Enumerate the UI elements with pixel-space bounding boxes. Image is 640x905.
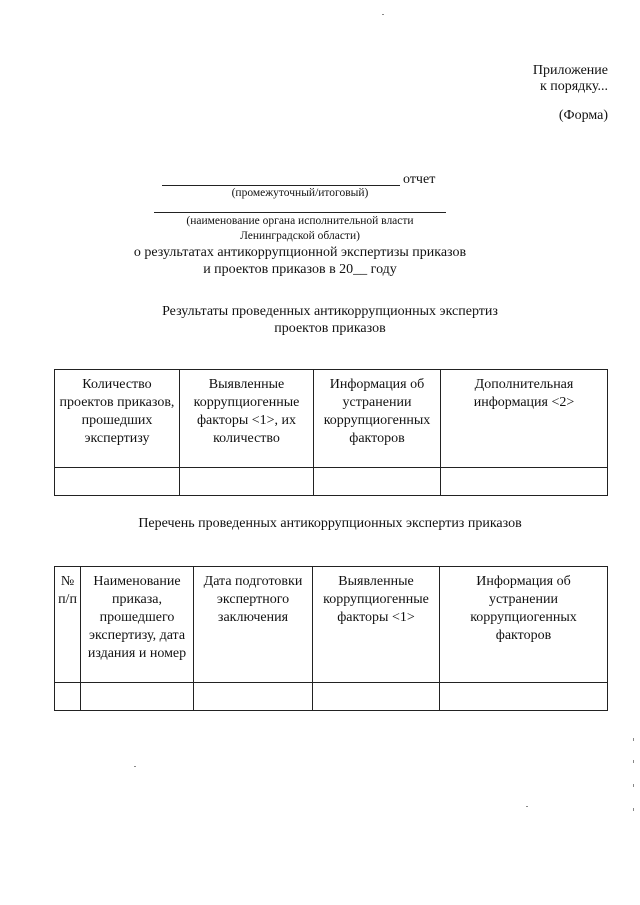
- section1-heading-line-1: Результаты проведенных антикоррупционных экспертиз: [162, 304, 498, 319]
- section1-heading: [110, 303, 550, 337]
- report-word: отчет: [403, 172, 436, 187]
- table-row: [55, 468, 608, 496]
- table-cell[interactable]: [55, 468, 180, 496]
- column-header: Выявленные коррупциогенные факторы <1>, их количество: [180, 370, 314, 468]
- table-cell[interactable]: [314, 468, 441, 496]
- report-type-blank-line: [162, 185, 400, 186]
- table-header-row: [55, 567, 608, 683]
- form-label: (Форма): [558, 108, 608, 123]
- report-title-line-1: о результатах антикоррупционной экспертизы приказов: [133, 245, 467, 260]
- scan-speck: [633, 784, 634, 787]
- scan-speck: [134, 766, 136, 767]
- scan-speck: [633, 760, 634, 763]
- org-hint-line-2: Ленинградской области): [240, 230, 360, 242]
- scan-speck: [526, 806, 528, 807]
- expertise-results-table: [54, 369, 608, 496]
- scan-speck: [633, 808, 634, 811]
- section2-heading: Перечень проведенных антикоррупционных экспертиз приказов: [138, 516, 522, 531]
- table-cell[interactable]: [194, 683, 313, 711]
- table-row: [55, 683, 608, 711]
- column-header: Наименование приказа, прошедшего экспертизу, дата издания и номер: [81, 567, 194, 683]
- column-header: Выявленные коррупциогенные факторы <1>: [313, 567, 440, 683]
- appendix-label: Приложение: [532, 63, 608, 78]
- section1-heading-line-2: проектов приказов: [274, 321, 386, 336]
- column-header: № п/п: [55, 567, 81, 683]
- table-header-row: [55, 370, 608, 468]
- org-hint-line-1: (наименование органа исполнительной власти: [186, 215, 414, 227]
- column-header: Дата подготовки экспертного заключения: [194, 567, 313, 683]
- table-cell[interactable]: [81, 683, 194, 711]
- report-title-line-2: и проектов приказов в 20__ году: [203, 262, 397, 277]
- appendix-reference: к порядку...: [539, 79, 608, 94]
- report-type-hint: (промежуточный/итоговый): [231, 187, 369, 199]
- table-cell[interactable]: [55, 683, 81, 711]
- table-cell[interactable]: [441, 468, 608, 496]
- table-cell[interactable]: [313, 683, 440, 711]
- column-header: Количество проектов приказов, прошедших экспертизу: [55, 370, 180, 468]
- org-name-blank-line: [154, 212, 446, 213]
- column-header: Информация об устранении коррупциогенных факторов: [314, 370, 441, 468]
- org-name-hint: [130, 214, 470, 244]
- scan-speck: [633, 738, 634, 741]
- report-title: [80, 244, 520, 278]
- table-cell[interactable]: [440, 683, 608, 711]
- appendix-block: [533, 63, 608, 95]
- column-header: Дополнительная информация <2>: [441, 370, 608, 468]
- scan-speck: [382, 14, 384, 15]
- column-header: Информация об устранении коррупциогенных факторов: [440, 567, 608, 683]
- table-cell[interactable]: [180, 468, 314, 496]
- expertise-list-table: [54, 566, 608, 711]
